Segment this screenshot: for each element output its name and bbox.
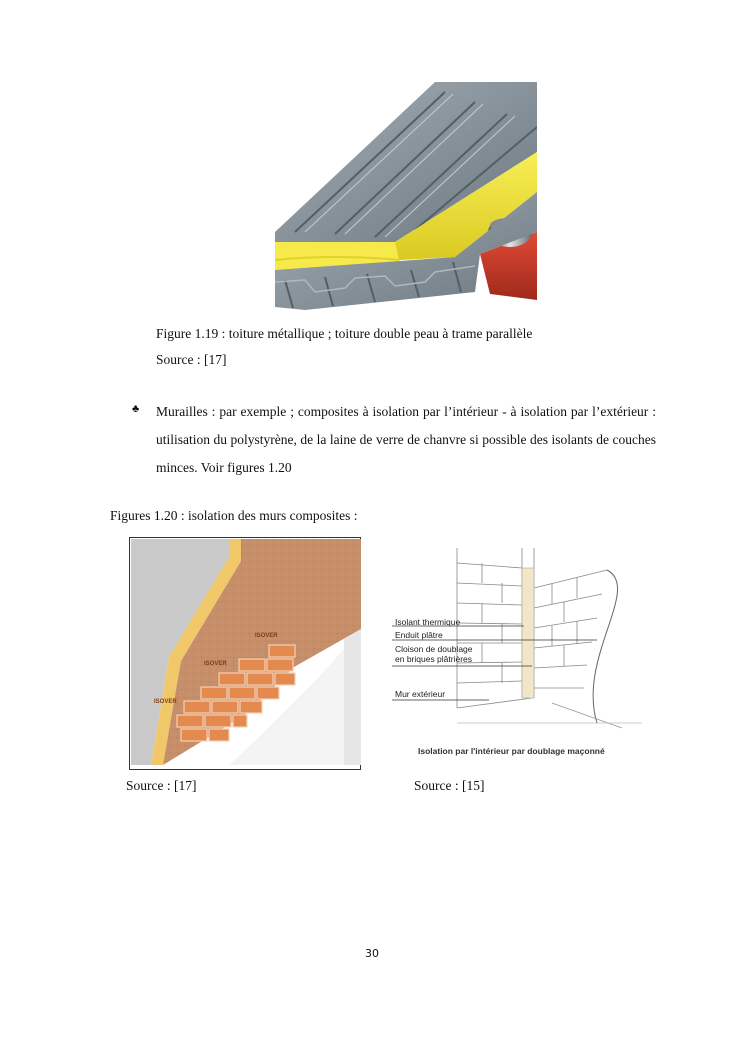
figure-1-19-source: Source : [17] [156,352,227,367]
roof-illustration [275,82,537,312]
isover-logo-2: ISOVER [204,661,227,667]
right-source: Source : [15] [414,778,485,793]
label-outer-wall: Mur extérieur [395,689,446,699]
left-source: Source : [17] [126,778,197,793]
label-plaster: Enduit plâtre [395,630,443,640]
isover-logo-3: ISOVER [154,699,177,705]
bullet-marker-icon: ♣ [132,403,140,415]
insulation-strip [522,568,534,698]
label-partition-line1: Cloison de doublage [395,644,473,654]
isover-logo-1: ISOVER [255,633,278,639]
right-drawing-caption: Isolation par l'intérieur par doublage maçonné [418,746,605,756]
bullet-paragraph: Murailles : par exemple ; composites à isolation par l’intérieur - à isolation par l’extérieur : utilisation du polystyrène, de la laine de verre de chanvre si possible des isolants de couches minces. Voir figures 1.20 [156,404,656,475]
figure-1-19-caption: Figure 1.19 : toiture métallique ; toiture double peau à trame parallèle [156,326,533,341]
label-partition-line2: en briques plâtrières [395,654,473,664]
figures-1-20-title: Figures 1.20 : isolation des murs composites : [110,508,358,523]
label-thermal-insulation: Isolant thermique [395,617,461,627]
page-number: 30 [365,947,379,960]
wall-insulation-image [129,537,361,770]
interior-lining-drawing [392,548,642,738]
